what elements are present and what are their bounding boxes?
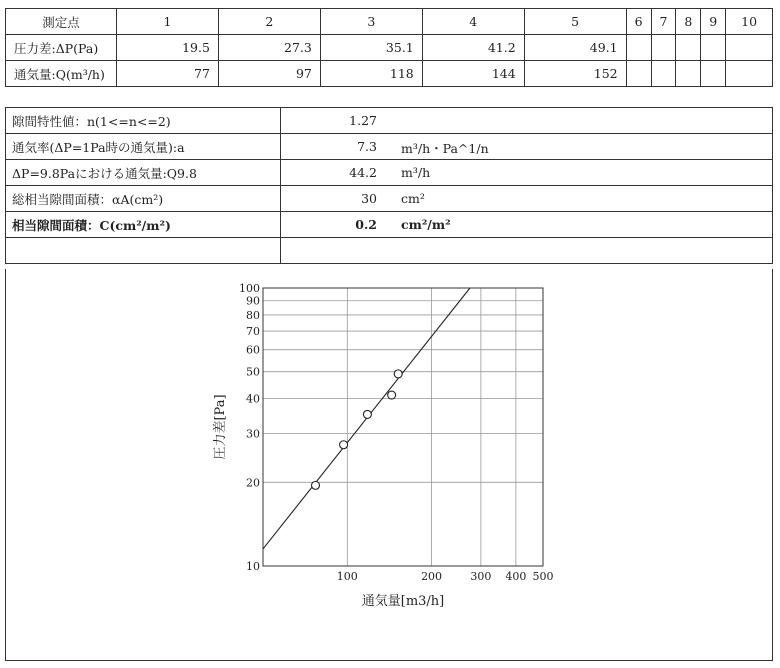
- y-tick-label: 20: [246, 476, 260, 490]
- result-key: 隙間特性値：n(1<=n<=2): [6, 108, 281, 134]
- header-label: 測定点: [6, 9, 117, 35]
- result-value: 44.2: [349, 165, 377, 180]
- flow-value: [701, 61, 726, 87]
- flow-value: [676, 61, 701, 87]
- result-key: ΔP=9.8Paにおける通気量:Q9.8: [6, 160, 281, 186]
- point-number: 5: [524, 9, 626, 35]
- pressure-value: 35.1: [320, 35, 422, 61]
- y-axis-label: 圧力差[Pa]: [213, 394, 228, 460]
- y-tick-label: 30: [246, 427, 260, 441]
- data-point: [394, 370, 402, 378]
- flow-value: [651, 61, 676, 87]
- point-number: 8: [676, 9, 701, 35]
- flow-value: 118: [320, 61, 422, 87]
- result-value: 1.27: [349, 113, 377, 128]
- result-row: [6, 108, 773, 134]
- result-unit: m³/h・Pa^1/n: [401, 141, 489, 156]
- flow-value: 144: [422, 61, 524, 87]
- point-number: 9: [701, 9, 726, 35]
- x-tick-label: 200: [421, 570, 443, 583]
- result-row: [6, 134, 773, 160]
- x-tick-label: 400: [505, 570, 527, 583]
- pressure-value: 27.3: [218, 35, 320, 61]
- data-point: [312, 481, 320, 489]
- results-table: [5, 107, 773, 264]
- flow-label: 通気量:Q(m³/h): [6, 61, 117, 87]
- y-tick-label: 60: [246, 343, 260, 357]
- pressure-label: 圧力差:ΔP(Pa): [6, 35, 117, 61]
- flow-row: [6, 61, 773, 87]
- pressure-value: [651, 35, 676, 61]
- result-value: 30: [361, 191, 377, 206]
- point-number: 1: [117, 9, 219, 35]
- y-tick-label: 70: [246, 325, 260, 339]
- pressure-value: [701, 35, 726, 61]
- pressure-value: 49.1: [524, 35, 626, 61]
- data-point: [340, 441, 348, 449]
- result-row: [6, 238, 773, 264]
- pressure-value: [726, 35, 773, 61]
- y-tick-label: 90: [246, 294, 260, 308]
- flow-value: 77: [117, 61, 219, 87]
- result-unit: cm²: [401, 191, 425, 206]
- measurement-table: [5, 8, 773, 87]
- result-row: [6, 212, 773, 238]
- flow-value: [726, 61, 773, 87]
- plot-frame: [263, 288, 543, 566]
- chart-panel: [5, 269, 773, 661]
- result-row: [6, 186, 773, 212]
- point-number: 4: [422, 9, 524, 35]
- flow-value: 152: [524, 61, 626, 87]
- point-number: 6: [626, 9, 651, 35]
- pressure-value: 19.5: [117, 35, 219, 61]
- result-key: 相当隙間面積：C(cm²/m²): [6, 212, 281, 238]
- y-tick-label: 80: [246, 308, 260, 322]
- y-tick-label: 40: [246, 392, 260, 406]
- result-key: 通気率(ΔP=1Pa時の通気量):a: [6, 134, 281, 160]
- header-row: [6, 9, 773, 35]
- y-tick-label: 10: [246, 560, 260, 573]
- y-tick-label: 100: [239, 282, 260, 295]
- result-row: [6, 160, 773, 186]
- pressure-value: 41.2: [422, 35, 524, 61]
- flow-value: [626, 61, 651, 87]
- x-tick-label: 100: [336, 570, 358, 583]
- result-key: [6, 238, 281, 264]
- x-tick-label: 500: [532, 570, 554, 583]
- chart-grid: [263, 288, 543, 566]
- point-number: 2: [218, 9, 320, 35]
- x-axis-label: 通気量[m3/h]: [361, 594, 445, 609]
- pressure-row: [6, 35, 773, 61]
- flow-value: 97: [218, 61, 320, 87]
- result-key: 総相当隙間面積：αA(cm²): [6, 186, 281, 212]
- y-tick-label: 50: [246, 365, 260, 379]
- result-value: 0.2: [355, 217, 377, 232]
- loglog-chart: [6, 269, 772, 660]
- point-number: 3: [320, 9, 422, 35]
- data-point: [388, 391, 396, 399]
- pressure-value: [676, 35, 701, 61]
- pressure-value: [626, 35, 651, 61]
- result-value: 7.3: [357, 139, 377, 154]
- point-number: 10: [726, 9, 773, 35]
- result-unit: cm²/m²: [401, 217, 451, 232]
- data-point: [363, 410, 371, 418]
- result-unit: m³/h: [401, 165, 431, 180]
- x-tick-label: 300: [470, 570, 492, 583]
- point-number: 7: [651, 9, 676, 35]
